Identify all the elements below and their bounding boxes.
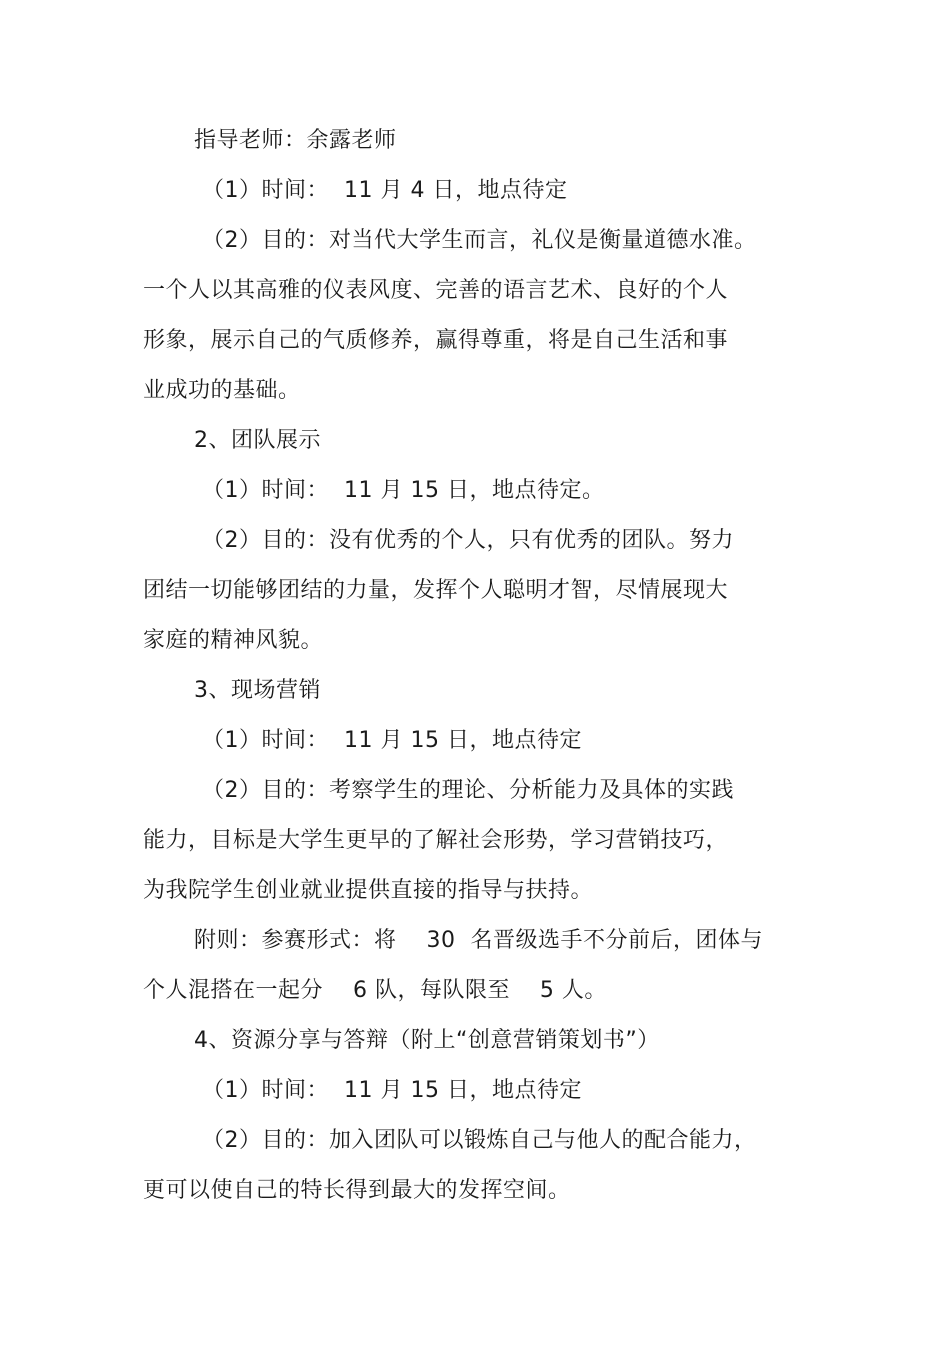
body-text-line: 更可以使自己的特长得到最大的发挥空间。 xyxy=(143,1178,571,1203)
appendix-rule-line: 附则：参赛形式：将 30 名晋级选手不分前后，团体与 xyxy=(194,928,763,953)
body-text-line: 个人混搭在一起分 6 队，每队限至 5 人。 xyxy=(143,978,607,1003)
item2-time-line: （1）时间： 11 月 15 日，地点待定。 xyxy=(202,478,605,503)
section-heading-team: 2、团队展示 xyxy=(194,428,321,453)
item1-time-line: （1）时间： 11 月 4 日，地点待定 xyxy=(202,178,568,203)
section-heading-resources: 4、资源分享与答辩（附上“创意营销策划书”） xyxy=(194,1028,660,1053)
body-text-line: 能力，目标是大学生更早的了解社会形势，学习营销技巧， xyxy=(143,828,729,853)
item2-purpose-line: （2）目的：没有优秀的个人，只有优秀的团队。努力 xyxy=(202,528,734,553)
body-text-line: 业成功的基础。 xyxy=(143,378,301,403)
item4-time-line: （1）时间： 11 月 15 日，地点待定 xyxy=(202,1078,582,1103)
body-text-line: 为我院学生创业就业提供直接的指导与扶持。 xyxy=(143,878,594,903)
item3-purpose-line: （2）目的：考察学生的理论、分析能力及具体的实践 xyxy=(202,778,734,803)
item3-time-line: （1）时间： 11 月 15 日，地点待定 xyxy=(202,728,582,753)
body-text-line: 形象，展示自己的气质修养，赢得尊重，将是自己生活和事 xyxy=(143,328,729,353)
section-heading-marketing: 3、现场营销 xyxy=(194,678,321,703)
body-text-line: 一个人以其高雅的仪表风度、完善的语言艺术、良好的个人 xyxy=(143,278,729,303)
body-text-line: 家庭的精神风貌。 xyxy=(143,628,324,653)
advisor-line: 指导老师：余露老师 xyxy=(194,128,397,153)
body-text-line: 团结一切能够团结的力量，发挥个人聪明才智，尽情展现大 xyxy=(143,578,729,603)
item1-purpose-line: （2）目的：对当代大学生而言，礼仪是衡量道德水准。 xyxy=(202,228,757,253)
item4-purpose-line: （2）目的：加入团队可以锻炼自己与他人的配合能力， xyxy=(202,1128,757,1153)
